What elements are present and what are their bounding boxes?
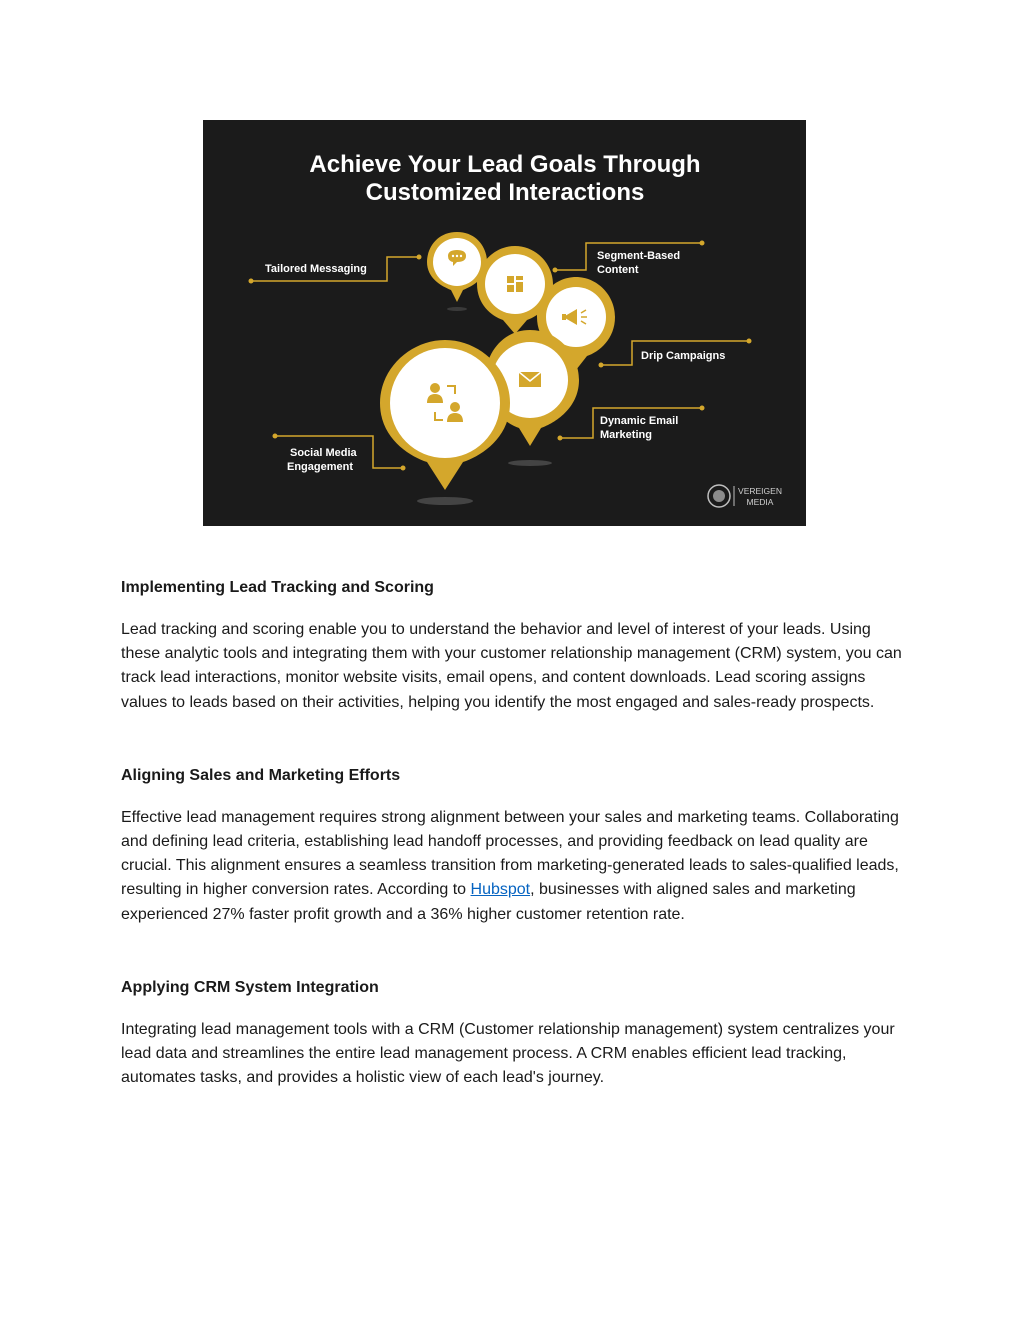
section-crm-integration	[121, 977, 911, 1091]
label-social-media-line1: Social Media	[290, 447, 357, 459]
logo-line1: VEREIGEN	[738, 486, 782, 496]
label-dynamic-email-line1: Dynamic Email	[600, 415, 679, 427]
label-segment-based-line2: Content	[597, 264, 639, 276]
paragraph-text: , businesses with aligned sales and marketing experienced 27% faster profit growth and a 36% higher customer retention rate.	[121, 881, 856, 923]
document-body	[121, 577, 911, 1140]
section-sales-marketing	[121, 765, 911, 927]
hubspot-link[interactable]: Hubspot	[470, 881, 531, 899]
label-segment-based-line1: Segment-Based	[597, 250, 681, 262]
section-heading: Aligning Sales and Marketing Efforts	[121, 766, 401, 784]
section-heading: Applying CRM System Integration	[121, 978, 379, 996]
section-lead-tracking	[121, 577, 911, 715]
section-paragraph: Integrating lead management tools with a CRM (Customer relationship management) system centralizes your lead data and streamlines the entire lead management process. A CRM enables efficient lead tracking, automates tasks, and provides a holistic view of each lead's journey.	[121, 1020, 895, 1087]
section-paragraph: Lead tracking and scoring enable you to understand the behavior and level of interest of your leads. Using these analytic tools and integrating them with your customer relationship management (CRM) system, you can track lead interactions, monitor website visits, email opens, and content downloads. Lead scoring assigns values to leads based on their activities, helping you identify the most engaged and sales-ready prospects.	[121, 621, 902, 711]
infographic-title-line1: Achieve Your Lead Goals Through	[309, 151, 701, 178]
section-paragraph	[121, 806, 911, 927]
infographic-title-line2: Customized Interactions	[365, 179, 645, 206]
label-dynamic-email-line2: Marketing	[600, 429, 652, 441]
label-drip-campaigns: Drip Campaigns	[641, 350, 726, 362]
logo-line2: MEDIA	[746, 497, 774, 507]
label-social-media-line2: Engagement	[287, 461, 354, 473]
label-tailored-messaging: Tailored Messaging	[265, 263, 367, 275]
section-heading: Implementing Lead Tracking and Scoring	[121, 579, 434, 596]
paragraph-text: Effective lead management requires strong alignment between your sales and marketing teams. Collaborating and defining lead criteria, establishing lead handoff processes, and providing feedback on lead quality are crucial. This alignment ensures a seamless transition from marketing-generated leads to sales-qualified leads, resulting in higher conversion rates. According to	[121, 808, 899, 899]
envelope-icon	[519, 372, 541, 387]
infographic-image	[203, 120, 806, 526]
